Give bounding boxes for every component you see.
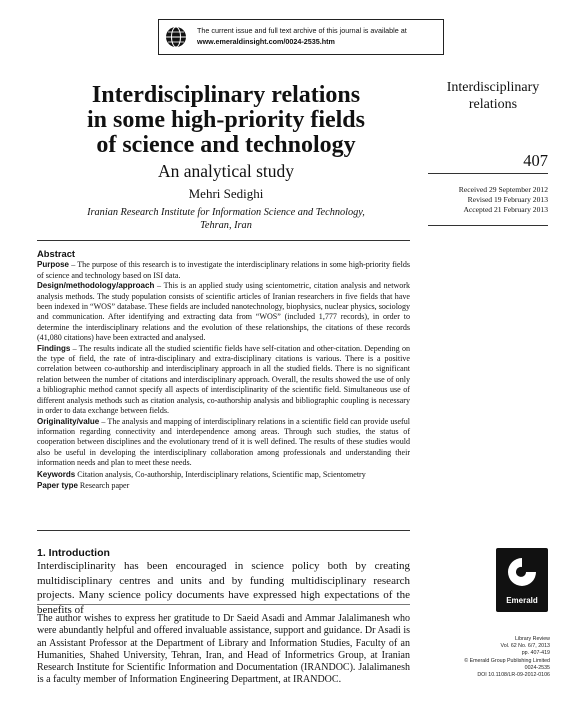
divider [428,225,548,226]
footnote-divider [37,604,410,605]
keywords: Keywords Citation analysis, Co-authorship, Interdisciplinary relations, Scientific map, Scientometry [37,469,366,479]
running-head: Interdisciplinary relations [446,80,540,112]
abstract-findings: Findings – The results indicate all the studied scientific fields have self-citation and other-citation. Depending on the type of field, the rate of intra-disciplinary and extra-disciplinary citations is various. There is a positive correlation between co-authorship and interdisciplinary approach in all the studied fields. There is no significant relation between the number of citations and interdisciplinary approach. Overall, the results showed the use of only a bibliographic method cannot specify all aspects of interdisciplinarity of the scientific field. Simultaneous use of different analysis methods such as citation analysis, co-authorship analysis and bibliographic coupling is necessary in order to data exchange between fields. [37,343,410,416]
author-name: Mehri Sedighi [188,186,264,201]
page-number: 407 [523,151,548,170]
archive-notice-box [158,19,444,55]
divider [37,240,410,241]
abstract-design: Design/methodology/approach – This is an applied study using scientometric, citation analysis and network analysis methods. The study population consists of scientific articles of Iranian researchers in five fields that have been indexed in “WOS” database. These fields are included nanotechnology, biophysics, nuclear physics, sociology and communication. After identifying and extracting data from “WOS” (included 1,777 records), in order to determine the interdisciplinary relations and the evolution of these relationships, the citations of these records (41,080 citations) have been extracted and analysed. [37,281,410,343]
paper-type: Paper type Research paper [37,480,130,490]
publication-info: Library Review Vol. 62 No. 6/7, 2013 pp. 407-419 © Emerald Group Publishing Limited 0024-2535 DOI 10.1108/LR-09-2012-0106 [464,636,550,679]
abstract [37,249,410,491]
emerald-logo [496,548,548,612]
acknowledgement-footnote: The author wishes to express her gratitude to Dr Saeid Asadi and Ammar Jalalimanesh who were abundantly helpful and offered invaluable assistance, support and guidance. Dr Asadi is an Assistant Professor at the Department of Library and Information Studies, Faculty of an Humanities, Shahed University, Tehran, Iran, and Head of Informetrics Group, at Iranian Research Institute for Scientific Information and Documentation (IRANDOC). Jalalimanesh is a faculty member of Information Engineering Department, at IRANDOC. [37,613,410,686]
abstract-heading: Abstract [37,248,76,259]
author-affiliation: Iranian Research Institute for Information Science and Technology, Tehran, Iran [87,207,365,231]
emerald-swirl-icon [504,554,540,592]
submission-dates: Received 29 September 2012 Revised 19 February 2013 Accepted 21 February 2013 [458,185,548,214]
article-subtitle: An analytical study [157,161,295,181]
article-title: Interdisciplinary relations in some high-priority fields of science and technology [86,82,365,158]
journal-url-link[interactable]: www.emeraldinsight.com/0024-2535.htm [197,37,335,46]
divider [428,173,548,174]
archive-notice-text: The current issue and full text archive of this journal is available at [197,26,407,35]
intro-paragraph: Interdisciplinarity has been encouraged in science policy both by creating multidisciplinary centres and units and by funding multidisciplinary research projects. Many science policy documents have expressed high expectations of the benefits of [37,560,410,616]
abstract-purpose: Purpose – The purpose of this research is to investigate the interdisciplinary relations in some high-priority fields of science and technology based on ISI data. [37,260,410,280]
section-heading: 1. Introduction [37,547,110,559]
globe-icon [165,26,187,48]
divider [37,530,410,531]
emerald-logo-label: Emerald [506,596,538,605]
abstract-originality: Originality/value – The analysis and mapping of interdisciplinary relations in a scientific field can provide useful information regarding connectivity and interdependence among areas. Through such studies, the status of cooperation between disciplines and the evolutionary trend of it is well defined. The results of these studies would also be useful in developing the interdisciplinary collaboration among professionals and understanding their information needs and plan to meet these needs. [37,416,410,468]
